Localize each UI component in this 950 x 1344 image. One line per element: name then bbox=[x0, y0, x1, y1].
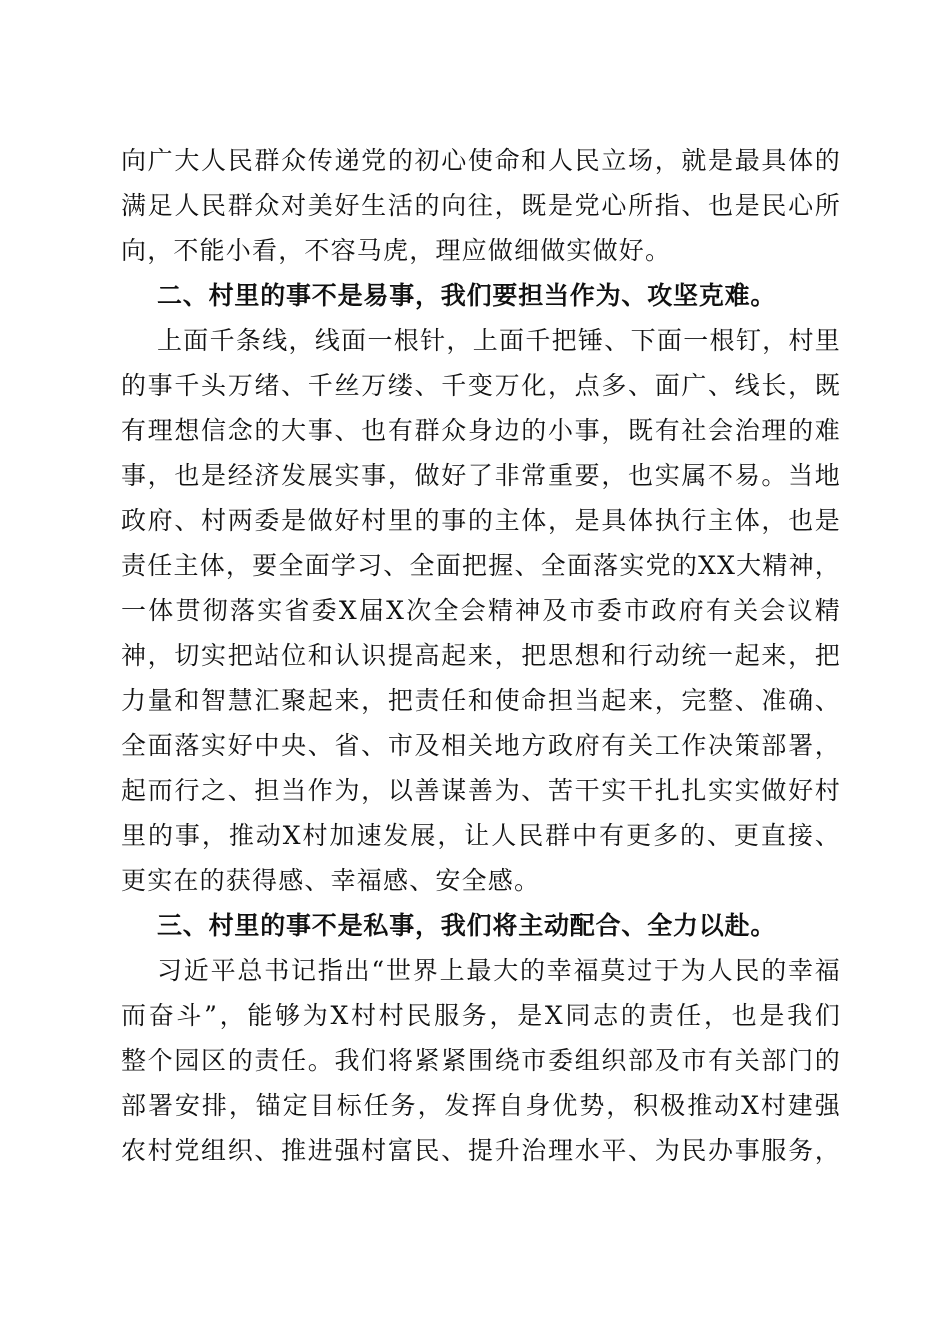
para1-line-1: 向广大人民群众传递党的初心使命和人民立场，就是最具体的 bbox=[121, 146, 841, 175]
para2-line-1: 上面千条线，线面一根针，上面千把锤、下面一根钉，村里 bbox=[157, 326, 841, 355]
para2-line-10: 全面落实好中央、省、市及相关地方政府有关工作决策部署， bbox=[121, 731, 841, 760]
para2-line-13: 更实在的获得感、幸福感、安全感。 bbox=[121, 866, 541, 895]
section-heading-2: 二、村里的事不是易事，我们要担当作为、攻坚克难。 bbox=[157, 281, 777, 310]
para3-line-4: 部署安排，锚定目标任务，发挥自身优势，积极推动X村建强 bbox=[121, 1091, 841, 1120]
para2-line-7: 一体贯彻落实省委X届X次全会精神及市委市政府有关会议精 bbox=[121, 596, 841, 625]
para3-line-5: 农村党组织、推进强村富民、提升治理水平、为民办事服务， bbox=[121, 1136, 841, 1165]
para2-line-9: 力量和智慧汇聚起来，把责任和使命担当起来，完整、准确、 bbox=[121, 686, 841, 715]
para1-line-2: 满足人民群众对美好生活的向往，既是党心所指、也是民心所 bbox=[121, 191, 841, 220]
para3-line-3: 整个园区的责任。我们将紧紧围绕市委组织部及市有关部门的 bbox=[121, 1046, 841, 1075]
para2-line-5: 政府、村两委是做好村里的事的主体，是具体执行主体，也是 bbox=[121, 506, 841, 535]
para3-line-2: 而奋斗”，能够为X村村民服务，是X同志的责任，也是我们 bbox=[121, 1001, 841, 1030]
para2-line-3: 有理想信念的大事、也有群众身边的小事，既有社会治理的难 bbox=[121, 416, 841, 445]
para2-line-4: 事，也是经济发展实事，做好了非常重要，也实属不易。当地 bbox=[121, 461, 841, 490]
para1-line-3: 向，不能小看，不容马虎，理应做细做实做好。 bbox=[121, 236, 672, 265]
para2-line-12: 里的事，推动X村加速发展，让人民群中有更多的、更直接、 bbox=[121, 821, 841, 850]
para2-line-8: 神，切实把站位和认识提高起来，把思想和行动统一起来，把 bbox=[121, 641, 841, 670]
para2-line-11: 起而行之、担当作为，以善谋善为、苦干实干扎扎实实做好村 bbox=[121, 776, 841, 805]
para2-line-6: 责任主体，要全面学习、全面把握、全面落实党的XX大精神， bbox=[121, 551, 841, 580]
section-heading-3: 三、村里的事不是私事，我们将主动配合、全力以赴。 bbox=[157, 911, 777, 940]
para3-line-1: 习近平总书记指出“世界上最大的幸福莫过于为人民的幸福 bbox=[157, 956, 841, 985]
para2-line-2: 的事千头万绪、千丝万缕、千变万化，点多、面广、线长，既 bbox=[121, 371, 841, 400]
